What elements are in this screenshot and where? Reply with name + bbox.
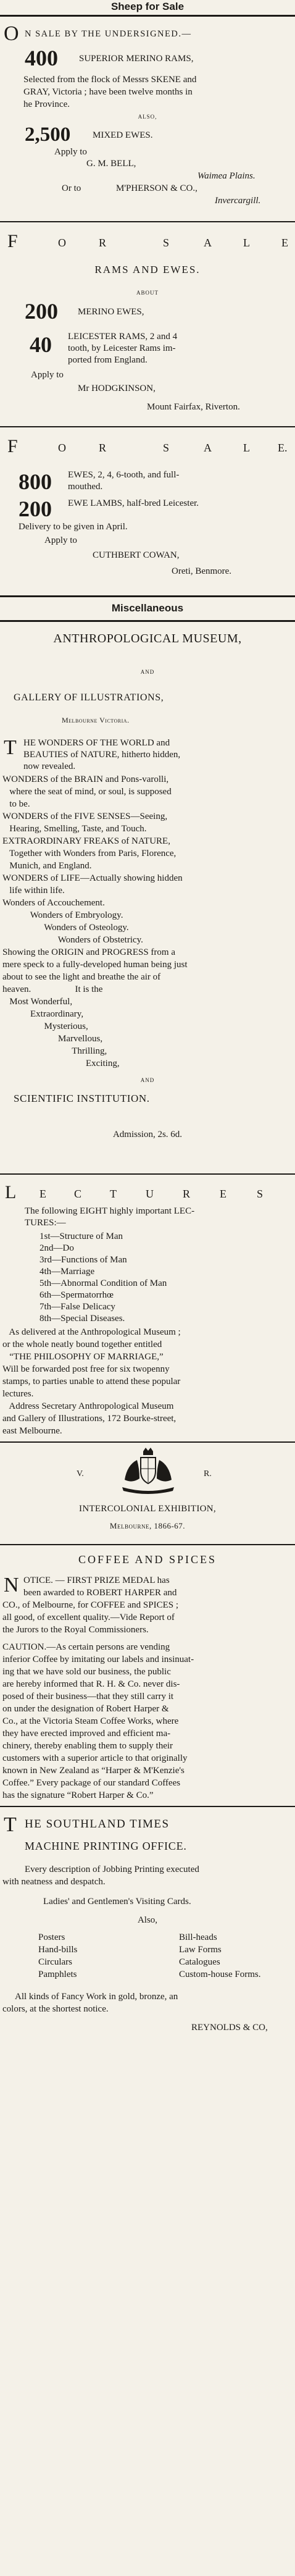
title-letter: A [204,442,212,454]
service-item: Posters [38,1932,65,1942]
body-line: EXTRAORDINARY FREAKS of NATURE, [2,836,170,846]
body-line: Mysterious, [2,1022,88,1031]
title-letter: R [99,237,107,249]
and-label: AND [140,669,155,675]
title-letter: L [5,1182,17,1202]
quantity-40: 40 [30,332,52,357]
body-line: lectures. [2,1389,34,1399]
body-line: stamps, to parties unable to attend these popular [2,1377,181,1387]
body-line: Munich, and England. [2,861,92,871]
title-letter: E. [278,442,288,454]
service-item: Circulars [38,1957,72,1967]
body-line: Most Wonderful, [2,997,73,1007]
apply-to: Apply to [31,370,64,380]
caution-line: on under the designation of Robert Harper & [2,1704,169,1714]
ad-rams-and-ewes [0,226,295,421]
intro-line: BEAUTIES of NATURE, hitherto hidden, [23,750,181,760]
contact-name: M'PHERSON & CO., [116,183,197,193]
body-line: WONDERS of the BRAIN and Pons-varolli, [2,774,169,784]
printing-office: MACHINE PRINTING OFFICE. [25,1840,187,1852]
ad-divider [0,1441,295,1443]
caution-line: inferior Coffee by imitating our labels and insinuat- [2,1655,194,1664]
desc-line: with neatness and despatch. [2,1877,106,1887]
caution-line: chinery, thereby enabling them to supply their [2,1741,173,1751]
caution-line: known in New Zealand as “Harper & M'Kenzie's [2,1766,185,1776]
royal-v: V. [77,1469,84,1479]
signature: REYNOLDS & CO, [191,2023,268,2033]
body-line: Marvellous, [2,1034,103,1044]
intro-line: HE WONDERS OF THE WORLD and [23,738,170,748]
body-line: heaven. It is the [2,984,103,994]
body-line: Extraordinary, [2,1009,84,1019]
also-label: ALSO, [138,114,157,120]
desc-line: GRAY, Victoria ; have been twelve months in [23,87,193,97]
quantity-800: 800 [19,469,52,494]
service-item: Pamphlets [38,1970,77,1979]
coffee-title: COFFEE AND SPICES [78,1553,217,1566]
title-letter: S [257,1188,264,1200]
location: Melbourne Victoria. [62,716,130,724]
service-item: Catalogues [179,1957,220,1967]
royal-r: R. [204,1469,212,1479]
body-line: where the seat of mind, or soul, is supposed [2,787,172,797]
drop-cap: N [4,1574,19,1596]
drop-cap: O [4,22,19,45]
apply-to: Apply to [44,535,77,545]
title-letter: S [163,442,170,454]
notice-line: been awarded to ROBERT HARPER and [23,1588,177,1598]
contact-place: Mount Fairfax, Riverton. [147,402,240,412]
service-item: Hand-bills [38,1945,78,1955]
section-rule [0,15,295,17]
ad-intercolonial-exhibition [0,1445,295,1538]
title-letter: R [99,442,107,454]
ad-ewes-for-sale [0,430,295,590]
institution-title: SCIENTIFIC INSTITUTION. [14,1093,150,1104]
quantity-2500: 2,500 [25,124,71,146]
about-label: ABOUT [136,290,159,296]
ad-divider [0,1806,295,1807]
item-leicester-line: tooth, by Leicester Rams im- [68,343,176,353]
ad-coffee-and-spices [0,1548,295,1832]
caution-line: are hereby informed that R. H. & Co. never dis- [2,1679,180,1689]
notice-line: CO., of Melbourne, for COFFEE and SPICES ; [2,1600,178,1610]
lecture-item: 8th—Special Diseases. [39,1314,125,1324]
ad-divider [0,1544,295,1545]
title-letter: L [243,237,250,249]
fancy-work-line: colors, at the shortest notice. [2,2004,109,2014]
title-letter: T [110,1188,117,1200]
lecture-item: 2nd—Do [39,1243,74,1253]
ad-southland-times-printing [0,1810,295,2057]
caution-line: Coffee.” Every package of our standard Coffees [2,1778,181,1788]
title-letter: F [7,436,18,456]
contact-place: Invercargill. [215,196,261,206]
body-line: Wonders of Embryology. [2,910,123,920]
body-line: Address Secretary Anthropological Museum [2,1401,174,1411]
caution-line: ing that we have sold our business, the public [2,1667,171,1677]
quantity-200: 200 [19,497,52,521]
body-line: WONDERS of LIFE—Actually showing hidden [2,873,183,883]
section-rule [0,620,295,622]
lecture-item: 4th—Marriage [39,1267,95,1277]
title-letter: E [39,1188,46,1200]
visiting-cards: Ladies' and Gentlemen's Visiting Cards. [43,1897,191,1907]
body-line: Thrilling, [2,1046,107,1056]
item-merino-rams: SUPERIOR MERINO RAMS, [79,54,194,64]
item-ewe-lambs: EWE LAMBS, half-bred Leicester. [68,498,199,508]
drop-cap: T [4,736,17,759]
body-line: Wonders of Accouchement. [2,898,105,908]
caution-line: customers with a superior article to that originally [2,1753,188,1763]
or-to: Or to [62,183,81,193]
lecture-item: 1st—Structure of Man [39,1231,123,1241]
lecture-item: 6th—Spermatorrhœ [39,1290,114,1300]
service-item: Bill-heads [179,1932,217,1942]
contact-name: CUTHBERT COWAN, [93,550,180,560]
lecture-item: 7th—False Delicacy [39,1302,115,1312]
body-line: As delivered at the Anthropological Museum ; [2,1327,181,1337]
title-letter: E [220,1188,226,1200]
body-line: or the whole neatly bound together entitled [2,1340,162,1349]
body-line: east Melbourne. [2,1426,62,1436]
intro-line: TURES:— [25,1218,66,1228]
title-letter: L [243,442,250,454]
also-label: Also, [137,1915,158,1925]
service-item: Law Forms [179,1945,222,1955]
body-line: Exciting, [2,1059,120,1068]
title-letter: S [163,237,170,249]
body-line: Wonders of Obstetricy. [2,935,143,945]
printing-title: HE SOUTHLAND TIMES [25,1818,170,1831]
admission: Admission, 2s. 6d. [112,1130,183,1139]
body-line: and Gallery of Illustrations, 172 Bourke-street, [2,1414,177,1424]
body-line: about to see the light and breathe the air of [2,972,161,982]
body-line: Hearing, Smelling, Taste, and Touch. [2,824,147,834]
body-line: WONDERS of the FIVE SENSES—Seeing, [2,812,168,821]
section-rule [0,595,295,597]
ad-anthropological-museum [0,624,295,1204]
lecture-item: 3rd—Functions of Man [39,1255,127,1265]
museum-title: ANTHROPOLOGICAL MUSEUM, [53,632,242,645]
quantity-400: 400 [25,46,58,70]
delivery-note: Delivery to be given in April. [19,522,128,532]
body-line: mere speck to a fully-developed human being just [2,960,188,970]
body-line: Showing the ORIGIN and PROGRESS from a [2,947,175,957]
body-line: Together with Wonders from Paris, Florence, [2,849,177,858]
caution-line: posed of their business—that they still carry it [2,1692,174,1701]
lecture-item: 5th—Abnormal Condition of Man [39,1278,167,1288]
intro-line: The following EIGHT highly important LEC- [25,1206,195,1216]
item-ewes-line: EWES, 2, 4, 6-tooth, and full- [68,470,180,480]
gallery-title: GALLERY OF ILLUSTRATIONS, [14,692,164,703]
title-letter: R [183,1188,191,1200]
royal-coat-of-arms-icon [118,1448,178,1495]
caution-line: Co., at the Victoria Steam Coffee Works, where [2,1716,179,1726]
apply-to: Apply to [54,147,87,157]
title-letter: C [74,1188,82,1200]
desc-line: Selected from the flock of Messrs SKENE and [23,75,197,85]
section-title-sheep-for-sale: Sheep for Sale [110,1,185,12]
item-leicester-line: ported from England. [68,355,148,365]
contact-name: Mr HODGKINSON, [78,384,156,393]
title-letter: F [7,231,18,251]
and-label: AND [140,1077,155,1083]
quantity-200: 200 [25,299,58,324]
desc-line: he Province. [23,99,70,109]
caution-line: they have erected improved and efficient ma- [2,1729,171,1739]
item-leicester-line: LEICESTER RAMS, 2 and 4 [68,332,178,342]
exhibition-title: INTERCOLONIAL EXHIBITION, [79,1504,216,1514]
body-line: “THE PHILOSOPHY OF MARRIAGE,” [2,1352,164,1362]
ad-divider [0,426,295,427]
title-letter: A [204,237,212,249]
section-title-miscellaneous: Miscellaneous [111,602,184,614]
ad-divider [0,1173,295,1175]
body-line: to be. [2,799,30,809]
service-item: Custom-house Forms. [179,1970,261,1979]
desc-line: Every description of Jobbing Printing executed [25,1865,199,1874]
ad-subtitle: RAMS AND EWES. [94,264,201,275]
item-mixed-ewes: MIXED EWES. [93,130,153,140]
body-line: Wonders of Osteology. [2,923,129,933]
ad-divider [0,221,295,222]
body-line: Will be forwarded post free for six twopenny [2,1364,170,1374]
notice-line: the Jurors to the Royal Commissioners. [2,1625,149,1635]
body-line: life within life. [2,886,65,896]
exhibition-subtitle: Melbourne, 1866-67. [109,1521,186,1530]
caution-line: has the signature “Robert Harper & Co.” [2,1790,154,1800]
item-ewes-line: mouthed. [68,482,103,492]
fancy-work-line: All kinds of Fancy Work in gold, bronze, an [15,1992,178,2002]
caution-line: CAUTION.—As certain persons are vending [2,1642,170,1652]
ad-merino-rams [0,19,295,216]
intro-line: now revealed. [23,761,76,771]
title-letter: O [58,442,66,454]
drop-cap: T [4,1813,17,1836]
notice-line: OTICE. — FIRST PRIZE MEDAL has [23,1575,170,1585]
contact-place: Waimea Plains. [197,171,256,181]
title-letter: U [146,1188,154,1200]
title-letter: E [281,237,288,249]
title-letter: O [58,237,66,249]
ad-headline: N SALE BY THE UNDERSIGNED.— [25,29,192,39]
contact-name: G. M. BELL, [86,159,136,169]
notice-line: all good, of excellent quality.—Vide Report of [2,1613,175,1622]
item-merino-ewes: MERINO EWES, [78,307,144,317]
contact-place: Oreti, Benmore. [172,566,232,576]
